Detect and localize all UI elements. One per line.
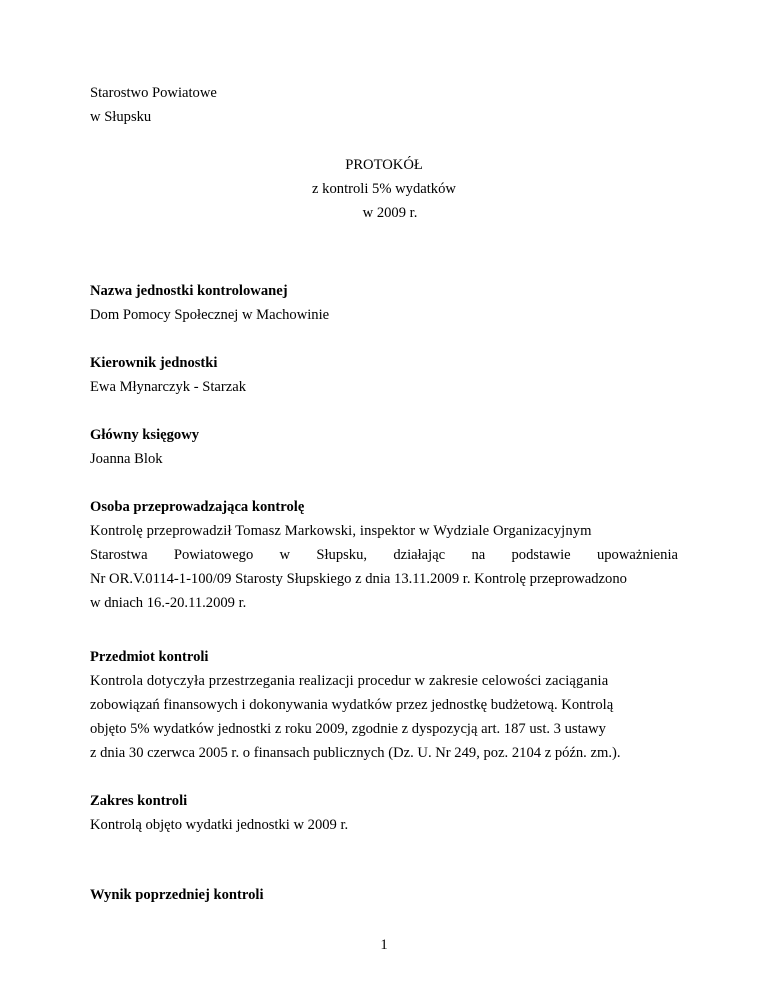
- manager-value: Ewa Młynarczyk - Starzak: [90, 379, 247, 395]
- inspector-line-2-word: w: [279, 547, 291, 563]
- accountant-heading: Główny księgowy: [90, 427, 200, 443]
- subject-heading: Przedmiot kontroli: [90, 649, 209, 665]
- inspector-line-2-word: upoważnienia: [596, 547, 678, 563]
- subject-line-2: zobowiązań finansowych i dokonywania wydatków przez jednostkę budżetową. Kontrolą: [90, 697, 614, 713]
- office-name-line1: Starostwo Powiatowe: [90, 85, 217, 101]
- inspector-line-2-word: Starostwa: [90, 547, 148, 563]
- subject-line-1: Kontrola dotyczyła przestrzegania realizacji procedur w zakresie celowości zaciągania: [90, 673, 609, 689]
- subject-line-3: objęto 5% wydatków jednostki z roku 2009, zgodnie z dyspozycją art. 187 ust. 3 ustawy: [90, 721, 606, 737]
- inspector-heading: Osoba przeprowadzająca kontrolę: [90, 499, 305, 515]
- manager-heading: Kierownik jednostki: [90, 355, 218, 371]
- previous-control-heading: Wynik poprzedniej kontroli: [90, 887, 264, 903]
- document-title: PROTOKÓŁ: [345, 157, 423, 173]
- unit-value: Dom Pomocy Społecznej w Machowinie: [90, 307, 330, 323]
- page-number: 1: [380, 937, 388, 953]
- scope-heading: Zakres kontroli: [90, 793, 188, 809]
- office-name-line2: w Słupsku: [90, 109, 152, 125]
- inspector-line-2-word: Słupsku,: [316, 547, 368, 563]
- document-subtitle-2: w 2009 r.: [362, 205, 418, 221]
- inspector-line-1: Kontrolę przeprowadził Tomasz Markowski, inspektor w Wydziale Organizacyjnym: [90, 523, 592, 539]
- inspector-line-2-word: działając: [393, 547, 446, 563]
- document-subtitle-1: z kontroli 5% wydatków: [312, 181, 456, 197]
- inspector-line-2-word: podstawie: [511, 547, 571, 563]
- inspector-line-3: Nr OR.V.0114-1-100/09 Starosty Słupskiego z dnia 13.11.2009 r. Kontrolę przeprowadzono: [90, 571, 627, 587]
- accountant-value: Joanna Blok: [90, 451, 163, 467]
- inspector-line-2-word: na: [471, 547, 486, 563]
- scope-value: Kontrolą objęto wydatki jednostki w 2009 r.: [90, 817, 349, 833]
- subject-line-4: z dnia 30 czerwca 2005 r. o finansach publicznych (Dz. U. Nr 249, poz. 2104 z późn. zm.).: [90, 745, 621, 761]
- inspector-line-4: w dniach 16.-20.11.2009 r.: [90, 595, 247, 611]
- unit-heading: Nazwa jednostki kontrolowanej: [90, 283, 288, 299]
- inspector-line-2-word: Powiatowego: [173, 547, 254, 563]
- inspector-line-2: [90, 546, 678, 564]
